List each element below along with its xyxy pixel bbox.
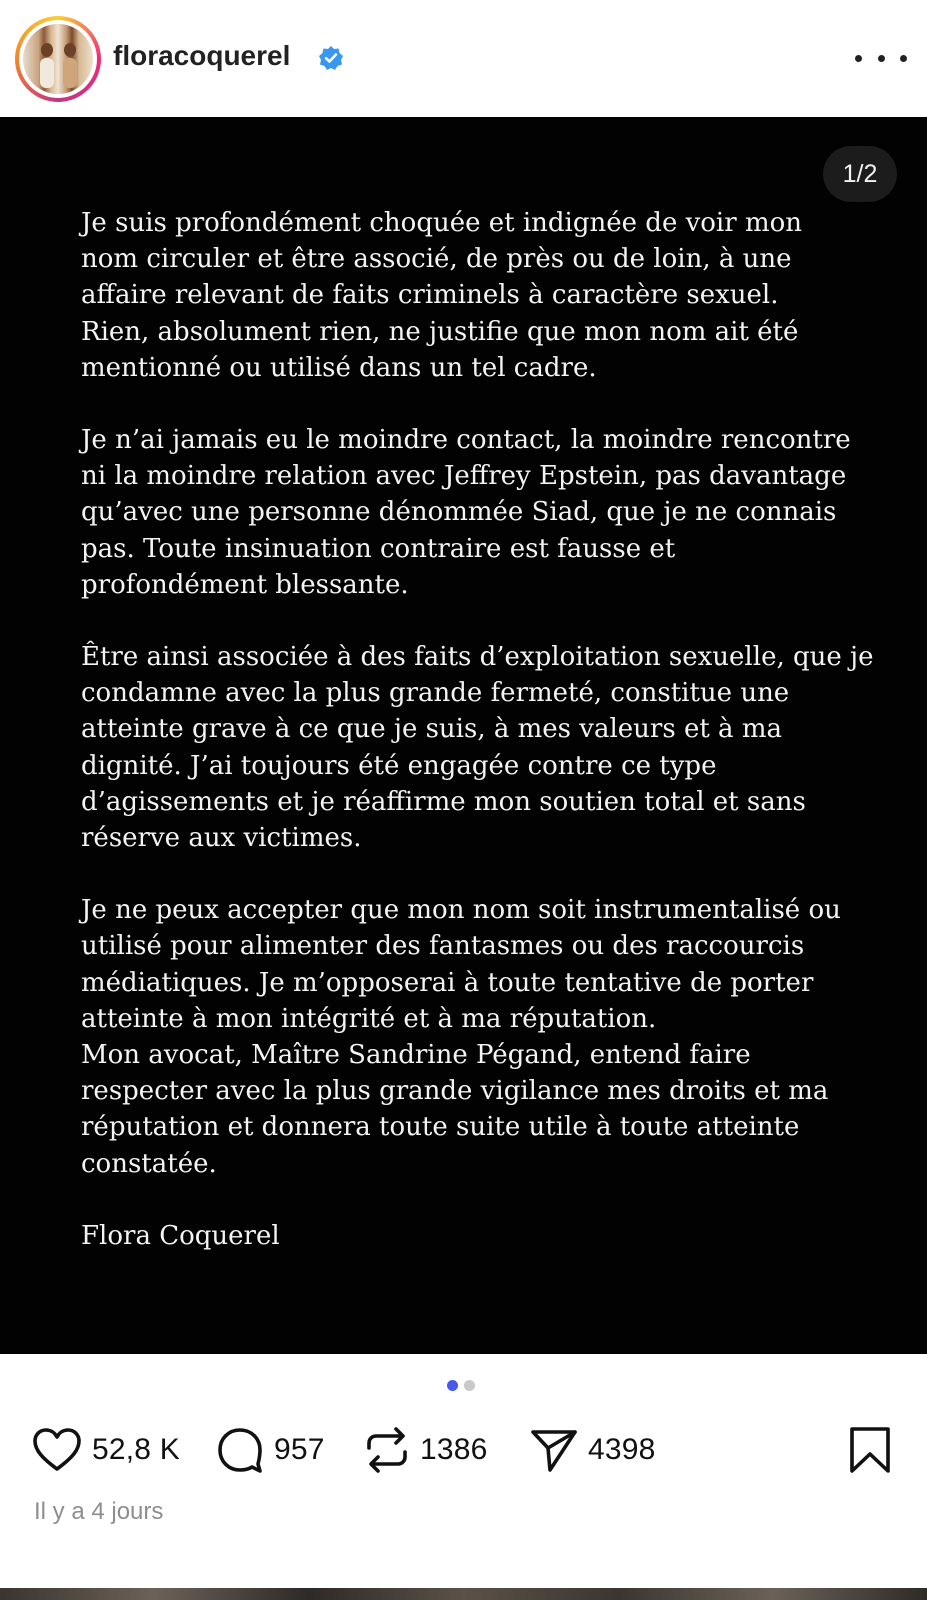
post-timestamp: Il y a 4 jours [34, 1498, 164, 1525]
statement-paragraph: Je ne peux accepter que mon nom soit instrumentalisé ou utilisé pour alimenter des fantasmes ou des raccourcis médiatiques. Je m’opposerai à toute tentative de porter atteinte à mon intégrité et à ma réputation. Mon avocat, Maître Sandrine Pégand, entend faire respecter avec la plus grande vigilance mes droits et ma réputation et donnera toute suite utile à toute atteinte constatée. [81, 895, 841, 1179]
post-image[interactable] [0, 117, 927, 1354]
carousel-dots [447, 1380, 475, 1391]
more-horizontal-icon [855, 55, 862, 62]
bookmark-icon [848, 1426, 892, 1474]
avatar-border [19, 20, 97, 98]
statement-text [81, 205, 881, 1254]
more-options-button[interactable] [855, 44, 907, 72]
repost-icon [364, 1426, 410, 1474]
carousel-dot-active[interactable] [447, 1380, 458, 1391]
next-post-preview [0, 1588, 927, 1600]
repost-count: 1386 [420, 1433, 488, 1466]
comment-button[interactable] [216, 1420, 325, 1480]
bookmark-button[interactable] [848, 1420, 892, 1480]
statement-paragraph: Je n’ai jamais eu le moindre contact, la moindre rencontre ni la moindre relation avec Jeffrey Epstein, pas davantage qu’avec une personne dénommée Siad, que je ne connais pas. Toute insinuation contraire est fausse et profondément blessante. [81, 425, 851, 600]
avatar-figures-icon [23, 24, 93, 94]
action-bar [0, 1420, 927, 1480]
heart-icon [32, 1427, 82, 1473]
username[interactable]: floracoquerel [113, 40, 291, 71]
verified-badge-icon [318, 45, 344, 71]
post-header [0, 0, 927, 116]
more-horizontal-icon [900, 55, 907, 62]
repost-button[interactable] [364, 1420, 488, 1480]
send-icon [530, 1427, 578, 1473]
statement-paragraph: Être ainsi associée à des faits d’exploitation sexuelle, que je condamne avec la plus grande fermeté, constitue une atteinte grave à ce que je suis, à mes valeurs et à ma dignité. J’ai toujours été engagée contre ce type d’agissements et je réaffirme mon soutien total et sans réserve aux victimes. [81, 642, 874, 854]
carousel-counter: 1/2 [823, 146, 897, 202]
comment-count: 957 [274, 1433, 325, 1466]
carousel-dot[interactable] [464, 1380, 475, 1391]
avatar-photo [23, 24, 93, 94]
share-button[interactable] [530, 1420, 656, 1480]
statement-paragraph: Je suis profondément choquée et indignée de voir mon nom circuler et être associé, de près ou de loin, à une affaire relevant de faits criminels à caractère sexuel. Rien, absolument rien, ne justifie que mon nom ait été mentionné ou utilisé dans un tel cadre. [81, 208, 802, 383]
comment-icon [216, 1426, 264, 1474]
like-button[interactable] [32, 1420, 180, 1480]
avatar[interactable] [15, 16, 101, 102]
more-horizontal-icon [878, 55, 885, 62]
like-count: 52,8 K [92, 1433, 180, 1466]
share-count: 4398 [588, 1433, 656, 1466]
statement-signature: Flora Coquerel [81, 1220, 280, 1251]
